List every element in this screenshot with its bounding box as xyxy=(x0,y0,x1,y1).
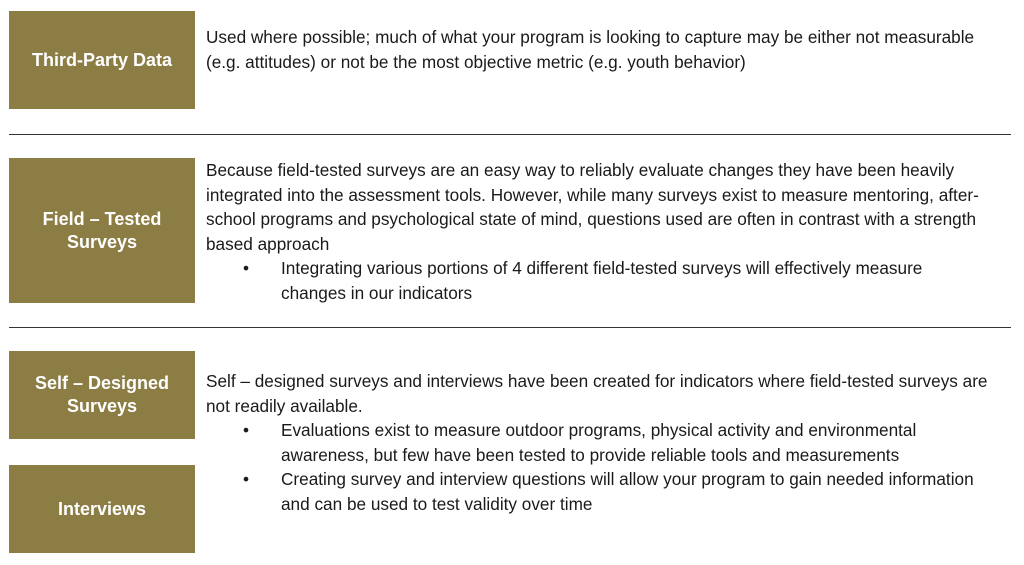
label-text: Self – Designed Surveys xyxy=(34,373,170,416)
list-item xyxy=(206,467,976,516)
list-item-text: Integrating various portions of 4 different field-tested surveys will effectively measure changes in our indicators xyxy=(281,258,923,303)
list-item-text: Creating survey and interview questions will allow your program to gain needed information and can be used to test validity over time xyxy=(281,469,974,514)
bullet-icon: • xyxy=(243,469,250,489)
list-item xyxy=(206,418,976,467)
bullet-icon: • xyxy=(243,420,250,440)
list-item-text: Evaluations exist to measure outdoor programs, physical activity and environmental awareness, but few have been tested to provide reliable tools and measurements xyxy=(281,420,917,465)
description-text: Self – designed surveys and interviews have been created for indicators where field-tested surveys are not readily available. xyxy=(206,371,988,416)
description-third-party-data xyxy=(206,25,1011,74)
description-field-tested-surveys xyxy=(206,158,1011,305)
description-text: Because field-tested surveys are an easy way to reliably evaluate changes they have been heavily integrated into the assessment tools. However, while many surveys exist to measure mentoring, after-school programs and psychological state of mind, questions used are often in contrast with a strength based approach xyxy=(206,160,979,254)
label-text: Field – Tested Surveys xyxy=(42,208,162,252)
label-text: Third-Party Data xyxy=(31,49,173,70)
bullet-icon: • xyxy=(243,258,250,278)
description-text: Used where possible; much of what your program is looking to capture may be either not measurable (e.g. attitudes) or not be the most objective metric (e.g. youth behavior) xyxy=(206,27,975,72)
label-interviews xyxy=(9,465,195,553)
section-divider xyxy=(9,134,1011,135)
bullet-list xyxy=(206,418,1011,516)
label-self-designed-surveys xyxy=(9,351,195,439)
description-self-designed-surveys xyxy=(206,369,1011,516)
list-item xyxy=(206,256,976,305)
label-text: Interviews xyxy=(57,498,147,519)
section-divider xyxy=(9,327,1011,328)
label-third-party-data xyxy=(9,11,195,109)
bullet-list xyxy=(206,256,1011,305)
label-field-tested-surveys xyxy=(9,158,195,303)
